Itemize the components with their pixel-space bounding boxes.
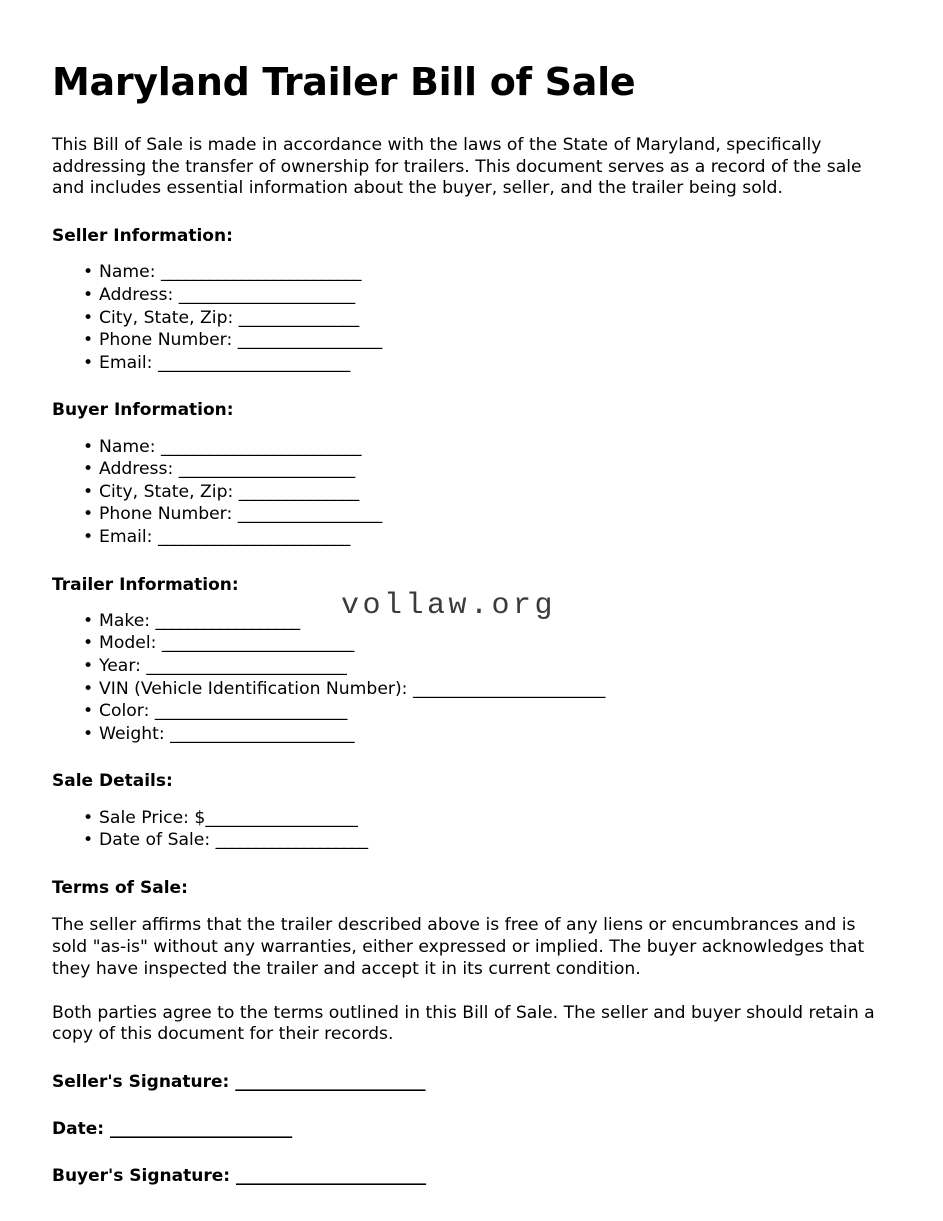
date-blank[interactable]: _______________________ bbox=[109, 1119, 292, 1140]
seller-information-heading: Seller Information: bbox=[52, 226, 233, 247]
field-blank[interactable]: __________________ bbox=[237, 330, 382, 351]
date-label: Date: bbox=[52, 1119, 105, 1140]
buyer-information-fields bbox=[52, 436, 880, 549]
field-label: Make: bbox=[99, 610, 151, 631]
trailer-information-heading: Trailer Information: bbox=[52, 574, 239, 595]
field-blank[interactable]: ________________________ bbox=[161, 633, 354, 654]
buyer-signature-line bbox=[52, 1165, 880, 1187]
field-label: City, State, Zip: bbox=[99, 307, 234, 328]
seller-signature-label: Seller's Signature: bbox=[52, 1072, 230, 1093]
field-blank[interactable]: ______________________ bbox=[178, 285, 355, 306]
field-label: City, State, Zip: bbox=[99, 481, 234, 502]
field-label: VIN (Vehicle Identification Number): bbox=[99, 678, 408, 699]
date-line bbox=[52, 1118, 880, 1140]
field-label: Phone Number: bbox=[99, 504, 233, 525]
field-row bbox=[52, 503, 880, 526]
field-blank[interactable]: ________________________ bbox=[412, 678, 605, 699]
field-row bbox=[52, 632, 880, 655]
trailer-information-fields bbox=[52, 610, 880, 746]
field-row bbox=[52, 352, 880, 375]
field-row bbox=[52, 526, 880, 549]
field-blank[interactable]: ________________________ bbox=[157, 527, 350, 548]
field-row bbox=[52, 436, 880, 459]
field-row bbox=[52, 284, 880, 307]
field-blank[interactable]: ___________________ bbox=[205, 807, 358, 828]
field-blank[interactable]: ___________________ bbox=[215, 830, 368, 851]
field-blank[interactable]: ______________________ bbox=[178, 459, 355, 480]
sale-details-fields bbox=[52, 807, 880, 852]
field-blank[interactable]: _________________________ bbox=[146, 656, 347, 677]
field-blank[interactable]: _______________ bbox=[238, 481, 359, 502]
field-row bbox=[52, 307, 880, 330]
field-row bbox=[52, 610, 880, 633]
field-blank[interactable]: ________________________ bbox=[157, 352, 350, 373]
field-row bbox=[52, 261, 880, 284]
field-row bbox=[52, 655, 880, 678]
field-row bbox=[52, 723, 880, 746]
field-label: Address: bbox=[99, 285, 174, 306]
field-blank[interactable]: _______________________ bbox=[170, 723, 354, 744]
field-label: Email: bbox=[99, 352, 153, 373]
field-blank[interactable]: ________________________ bbox=[154, 701, 347, 722]
field-row bbox=[52, 829, 880, 852]
field-label: Sale Price: $ bbox=[99, 807, 206, 828]
field-label: Address: bbox=[99, 459, 174, 480]
seller-signature-line bbox=[52, 1071, 880, 1093]
buyer-information-heading: Buyer Information: bbox=[52, 400, 234, 421]
field-blank[interactable]: _________________________ bbox=[160, 436, 361, 457]
seller-signature-blank[interactable]: ________________________ bbox=[235, 1072, 425, 1093]
field-row bbox=[52, 329, 880, 352]
field-label: Phone Number: bbox=[99, 330, 233, 351]
page-title: Maryland Trailer Bill of Sale bbox=[52, 60, 636, 104]
field-label: Name: bbox=[99, 436, 156, 457]
field-blank[interactable]: __________________ bbox=[155, 610, 300, 631]
terms-of-sale-heading: Terms of Sale: bbox=[52, 877, 188, 898]
terms-paragraph-2: Both parties agree to the terms outlined in this Bill of Sale. The seller and buyer should retain a copy of this document for their records. bbox=[52, 1002, 875, 1045]
field-label: Model: bbox=[99, 633, 157, 654]
field-label: Color: bbox=[99, 701, 150, 722]
field-label: Weight: bbox=[99, 723, 165, 744]
field-label: Email: bbox=[99, 527, 153, 548]
buyer-signature-blank[interactable]: ________________________ bbox=[235, 1166, 426, 1187]
buyer-signature-label: Buyer's Signature: bbox=[52, 1166, 231, 1187]
seller-information-fields bbox=[52, 261, 880, 374]
field-blank[interactable]: _________________________ bbox=[160, 262, 361, 283]
field-label: Name: bbox=[99, 262, 156, 283]
field-label: Date of Sale: bbox=[99, 830, 211, 851]
terms-paragraph-1: The seller affirms that the trailer described above is free of any liens or encumbrances and is sold "as-is" without any warranties, either expressed or implied. The buyer acknowledges that they have inspected the trailer and accept it in its current condition. bbox=[52, 915, 865, 979]
field-blank[interactable]: __________________ bbox=[237, 504, 382, 525]
field-row bbox=[52, 481, 880, 504]
intro-paragraph: This Bill of Sale is made in accordance with the laws of the State of Maryland, specifically addressing the transfer of ownership for trailers. This document serves as a record of the sale and includes essential information about the buyer, seller, and the trailer being sold. bbox=[52, 134, 862, 199]
field-row bbox=[52, 807, 880, 830]
field-row bbox=[52, 700, 880, 723]
watermark-vollaw: vollaw.org bbox=[341, 589, 557, 623]
field-row bbox=[52, 678, 880, 701]
field-label: Year: bbox=[99, 656, 141, 677]
sale-details-heading: Sale Details: bbox=[52, 771, 173, 792]
field-blank[interactable]: _______________ bbox=[238, 307, 359, 328]
field-row bbox=[52, 458, 880, 481]
